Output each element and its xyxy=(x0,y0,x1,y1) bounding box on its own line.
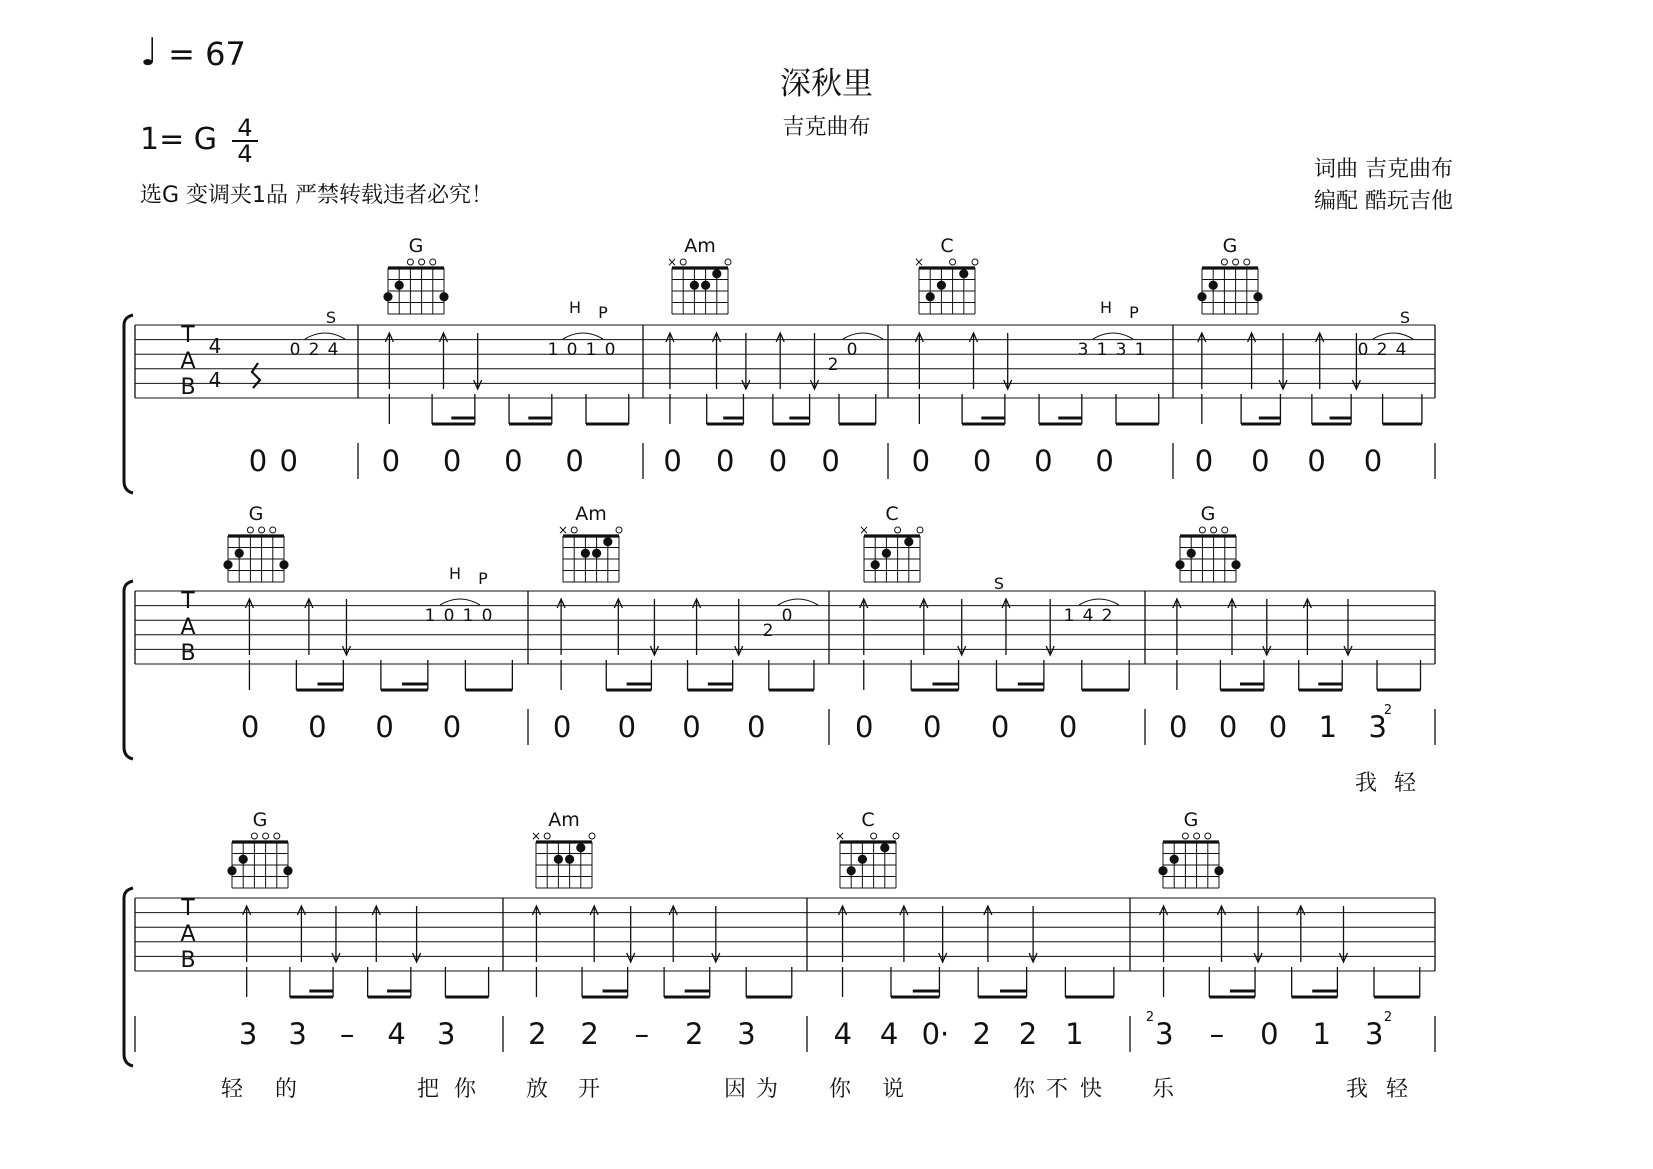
muted-string-marker: × xyxy=(834,829,846,843)
tab-letter: B xyxy=(180,375,196,400)
strum-up-arrow xyxy=(1228,599,1236,655)
notation-digit: 0 xyxy=(381,444,401,478)
grace-note: 2 xyxy=(1383,703,1393,718)
chord-name: G xyxy=(1183,809,1199,831)
tab-fret-number: 1 xyxy=(1134,340,1146,360)
system-3 xyxy=(124,809,1435,1102)
notation-digit: 0 xyxy=(746,710,766,744)
finger-dot xyxy=(235,549,244,558)
tab-fret-number: 2 xyxy=(827,355,839,375)
notation-digit: 3 xyxy=(436,1017,456,1051)
finger-dot xyxy=(926,292,935,301)
strum-down-arrow xyxy=(939,906,947,962)
lyric-char: 说 xyxy=(881,1077,905,1102)
finger-dot xyxy=(565,855,574,864)
strum-up-arrow xyxy=(532,906,540,962)
strum-up-arrow xyxy=(915,333,923,389)
strum-up-arrow xyxy=(297,906,305,962)
chord-diagram xyxy=(227,809,292,888)
notation-digit: 0 xyxy=(240,710,260,744)
strum-up-arrow xyxy=(440,333,448,389)
tab-letter: B xyxy=(180,948,196,973)
finger-dot xyxy=(959,269,968,278)
strum-up-arrow xyxy=(557,599,565,655)
chord-diagram xyxy=(558,503,622,582)
hammer-mark: H xyxy=(568,298,582,317)
notation-digit: 0 xyxy=(682,710,701,744)
lyric-char: 你 xyxy=(1012,1077,1036,1102)
finger-dot xyxy=(554,855,563,864)
notation-digit: – xyxy=(1209,1017,1225,1051)
notation-digit: 3 xyxy=(238,1017,258,1051)
notation-digit: 0 xyxy=(1034,444,1053,478)
notation-digit: 0 xyxy=(617,710,637,744)
pull-mark: P xyxy=(1129,303,1139,322)
notation-digit: 3 xyxy=(288,1017,307,1051)
strum-up-arrow xyxy=(669,906,677,962)
notation-digit: 0 xyxy=(911,444,931,478)
finger-dot xyxy=(858,855,867,864)
tab-fret-number: 0 xyxy=(566,340,578,360)
strum-up-arrow xyxy=(305,599,313,655)
finger-dot xyxy=(1209,281,1218,290)
open-string-marker xyxy=(725,259,731,265)
grace-note: 2 xyxy=(1145,1010,1155,1025)
strum-down-arrow xyxy=(1046,599,1054,655)
notation-digit: 0 xyxy=(922,710,942,744)
strum-up-arrow xyxy=(693,599,701,655)
muted-string-marker: × xyxy=(913,255,925,269)
finger-dot xyxy=(880,843,889,852)
notation-digit: 0 xyxy=(1168,710,1188,744)
notation-digit: 0 xyxy=(768,444,788,478)
lyric-char: 快 xyxy=(1079,1077,1103,1102)
chord-diagram xyxy=(835,809,899,888)
chord-diagram xyxy=(1158,809,1223,888)
notation-digit: 0 xyxy=(565,444,584,478)
tab-fret-number: 0 xyxy=(846,340,858,360)
notation-digit: 0 xyxy=(1095,444,1114,478)
open-string-marker xyxy=(1244,259,1250,265)
finger-dot xyxy=(1197,292,1206,301)
slide-mark: S xyxy=(325,308,337,327)
chord-name: G xyxy=(252,809,268,831)
open-string-marker xyxy=(1211,527,1217,533)
lyric-char: 轻 xyxy=(1393,771,1417,796)
chord-name: Am xyxy=(575,503,607,525)
tie-arc xyxy=(1373,333,1413,339)
finger-dot xyxy=(701,281,710,290)
notation-digit: 0 xyxy=(1251,444,1270,478)
notation-digit: 0 xyxy=(1268,710,1288,744)
tab-fret-number: 0 xyxy=(481,606,493,626)
notation-digit: 0 xyxy=(663,444,682,478)
notation-digit: 3 xyxy=(1368,710,1387,744)
open-string-marker xyxy=(1205,833,1211,839)
tab-fret-number: 4 xyxy=(327,340,339,360)
hammer-mark: H xyxy=(448,564,462,583)
tie-arc xyxy=(305,333,345,339)
strum-up-arrow xyxy=(245,599,253,655)
tab-fret-number: 1 xyxy=(462,606,474,626)
strum-down-arrow xyxy=(811,333,819,389)
notation-digit: 0 xyxy=(552,710,572,744)
chord-name: C xyxy=(861,809,875,831)
finger-dot xyxy=(581,549,590,558)
chord-name: G xyxy=(1222,235,1238,257)
lyric-char: 把 xyxy=(416,1077,440,1102)
strum-up-arrow xyxy=(1218,906,1226,962)
notation-digit: 0 xyxy=(248,444,268,478)
open-string-marker xyxy=(589,833,595,839)
finger-dot xyxy=(904,537,913,546)
capo-note: 选G 变调夹1品 严禁转载违者必究！ xyxy=(140,183,494,208)
tab-letter: T xyxy=(181,896,195,921)
finger-dot xyxy=(1170,855,1179,864)
tie-arc xyxy=(563,333,603,339)
tab-fret-number: 1 xyxy=(1063,606,1075,626)
system-bracket xyxy=(124,315,133,493)
strum-down-arrow xyxy=(627,906,635,962)
tab-fret-number: 4 xyxy=(1082,606,1094,626)
notation-digit: 0 xyxy=(821,444,840,478)
tab-fret-number: 2 xyxy=(762,621,774,641)
open-string-marker xyxy=(895,527,901,533)
open-string-marker xyxy=(419,259,425,265)
tab-fret-number: 0 xyxy=(781,606,793,626)
tab-fret-number: 2 xyxy=(1101,606,1113,626)
system-bracket xyxy=(124,888,133,1066)
strum-down-arrow xyxy=(742,333,750,389)
lyric-char: 放 xyxy=(525,1077,549,1102)
lyric-char: 我 xyxy=(1345,1077,1369,1102)
finger-dot xyxy=(1158,866,1167,875)
open-string-marker xyxy=(407,259,413,265)
notation-digit: 0 xyxy=(1307,444,1326,478)
notation-digit: 0 xyxy=(442,444,462,478)
tab-letter: T xyxy=(181,589,195,614)
notation-digit: 0· xyxy=(921,1017,950,1051)
finger-dot xyxy=(592,549,601,558)
tie-arc xyxy=(843,333,883,339)
strum-up-arrow xyxy=(900,906,908,962)
tab-letter: A xyxy=(180,615,196,640)
finger-dot xyxy=(603,537,612,546)
notation-digit: 3 xyxy=(1155,1017,1174,1051)
finger-dot xyxy=(1253,292,1262,301)
strum-down-arrow xyxy=(1344,599,1352,655)
open-string-marker xyxy=(1222,527,1228,533)
chord-diagram xyxy=(223,503,288,582)
lyric-char: 乐 xyxy=(1151,1077,1175,1102)
slide-mark: S xyxy=(1399,308,1411,327)
tie-arc xyxy=(1093,333,1133,339)
chord-diagram xyxy=(1175,503,1240,582)
strum-up-arrow xyxy=(920,599,928,655)
strum-down-arrow xyxy=(958,599,966,655)
tab-fret-number: 4 xyxy=(1395,340,1407,360)
notation-digit: 0 xyxy=(990,710,1010,744)
chord-diagram xyxy=(914,235,978,314)
chord-diagram xyxy=(531,809,595,888)
finger-dot xyxy=(847,866,856,875)
open-string-marker xyxy=(1221,259,1227,265)
tie-arc xyxy=(1079,599,1119,605)
finger-dot xyxy=(576,843,585,852)
chord-name: Am xyxy=(548,809,580,831)
tab-fret-number: 0 xyxy=(604,340,616,360)
open-string-marker xyxy=(263,833,269,839)
strum-up-arrow xyxy=(1316,333,1324,389)
tab-fret-number: 1 xyxy=(1096,340,1108,360)
notation-digit: 3 xyxy=(1365,1017,1384,1051)
tab-fret-number: 1 xyxy=(547,340,559,360)
strum-down-arrow xyxy=(1340,906,1348,962)
open-string-marker xyxy=(251,833,257,839)
notation-digit: 4 xyxy=(833,1017,853,1051)
muted-string-marker: × xyxy=(666,255,678,269)
strum-down-arrow xyxy=(1263,599,1271,655)
finger-dot xyxy=(871,560,880,569)
lyric-char: 的 xyxy=(274,1077,298,1102)
tab-letter: A xyxy=(180,922,196,947)
finger-dot xyxy=(283,866,292,875)
system-1 xyxy=(124,235,1435,493)
strum-down-arrow xyxy=(712,906,720,962)
open-string-marker xyxy=(893,833,899,839)
strum-down-arrow xyxy=(1254,906,1262,962)
open-string-marker xyxy=(247,527,253,533)
tab-fret-number: 3 xyxy=(1077,340,1089,360)
finger-dot xyxy=(383,292,392,301)
rest-symbol xyxy=(252,363,260,388)
strum-up-arrow xyxy=(860,599,868,655)
strum-down-arrow xyxy=(1029,906,1037,962)
strum-up-arrow xyxy=(1160,906,1168,962)
finger-dot xyxy=(227,866,236,875)
pull-mark: P xyxy=(598,303,608,322)
strum-up-arrow xyxy=(614,599,622,655)
tab-fret-number: 0 xyxy=(443,606,455,626)
strum-up-arrow xyxy=(1303,599,1311,655)
tab-time-top: 4 xyxy=(208,334,222,358)
open-string-marker xyxy=(871,833,877,839)
lyric-char: 为 xyxy=(755,1077,779,1102)
chord-name: C xyxy=(940,235,954,257)
chord-diagram xyxy=(667,235,731,314)
finger-dot xyxy=(239,855,248,864)
notation-digit: 4 xyxy=(387,1017,406,1051)
strum-up-arrow xyxy=(1248,333,1256,389)
open-string-marker xyxy=(430,259,436,265)
open-string-marker xyxy=(1233,259,1239,265)
notation-digit: 3 xyxy=(737,1017,756,1051)
finger-dot xyxy=(223,560,232,569)
finger-dot xyxy=(937,281,946,290)
notation-digit: 0 xyxy=(1194,444,1214,478)
notation-digit: 2 xyxy=(1018,1017,1038,1051)
open-string-marker xyxy=(270,527,276,533)
page-title: 深秋里 xyxy=(780,66,873,102)
strum-up-arrow xyxy=(839,906,847,962)
page-subtitle: 吉克曲布 xyxy=(782,115,871,140)
tie-arc xyxy=(778,599,818,605)
strum-down-arrow xyxy=(650,599,658,655)
finger-dot xyxy=(1187,549,1196,558)
tab-fret-number: 1 xyxy=(585,340,597,360)
strum-down-arrow xyxy=(332,906,340,962)
notation-digit: 1 xyxy=(1065,1017,1084,1051)
lyric-char: 轻 xyxy=(220,1077,244,1102)
strum-up-arrow xyxy=(1198,333,1206,389)
strum-up-arrow xyxy=(385,333,393,389)
strum-up-arrow xyxy=(970,333,978,389)
notation-digit: 2 xyxy=(972,1017,991,1051)
open-string-marker xyxy=(972,259,978,265)
finger-dot xyxy=(882,549,891,558)
open-string-marker xyxy=(1182,833,1188,839)
tab-letter: A xyxy=(180,349,196,374)
notation-digit: 0 xyxy=(279,444,298,478)
notation-digit: 4 xyxy=(879,1017,899,1051)
open-string-marker xyxy=(917,527,923,533)
hammer-mark: H xyxy=(1099,298,1113,317)
notation-digit: 0 xyxy=(855,710,874,744)
notation-digit: 0 xyxy=(504,444,523,478)
chord-diagram xyxy=(383,235,448,314)
finger-dot xyxy=(439,292,448,301)
notation-digit: 0 xyxy=(375,710,394,744)
open-string-marker xyxy=(616,527,622,533)
chord-diagram xyxy=(1197,235,1262,314)
strum-up-arrow xyxy=(776,333,784,389)
lyric-char: 轻 xyxy=(1385,1077,1409,1102)
chord-name: G xyxy=(1200,503,1216,525)
open-string-marker xyxy=(571,527,577,533)
open-string-marker xyxy=(544,833,550,839)
strum-up-arrow xyxy=(984,906,992,962)
notation-digit: 2 xyxy=(528,1017,547,1051)
lyric-char: 你 xyxy=(828,1077,852,1102)
strum-down-arrow xyxy=(1279,333,1287,389)
lyric-char: 因 xyxy=(723,1077,747,1102)
strum-up-arrow xyxy=(1297,906,1305,962)
notation-digit: 0 xyxy=(1363,444,1383,478)
strum-up-arrow xyxy=(1173,599,1181,655)
finger-dot xyxy=(712,269,721,278)
strum-down-arrow xyxy=(1004,333,1012,389)
notation-digit: 1 xyxy=(1312,1017,1332,1051)
chord-name: G xyxy=(408,235,424,257)
finger-dot xyxy=(395,281,404,290)
open-string-marker xyxy=(274,833,280,839)
strum-up-arrow xyxy=(1002,599,1010,655)
muted-string-marker: × xyxy=(530,829,542,843)
notation-digit: 0 xyxy=(972,444,992,478)
strum-down-arrow xyxy=(342,599,350,655)
tab-fret-number: 3 xyxy=(1115,340,1127,360)
notation-digit: – xyxy=(339,1017,355,1051)
tab-fret-number: 2 xyxy=(1376,340,1388,360)
tab-fret-number: 0 xyxy=(1357,340,1369,360)
key-signature: 1= G xyxy=(140,122,218,157)
tab-fret-number: 0 xyxy=(289,340,301,360)
open-string-marker xyxy=(1194,833,1200,839)
chord-diagram xyxy=(859,503,923,582)
notation-digit: – xyxy=(634,1017,650,1051)
strum-up-arrow xyxy=(666,333,674,389)
finger-dot xyxy=(1214,866,1223,875)
notation-digit: 2 xyxy=(580,1017,599,1051)
notation-digit: 0 xyxy=(442,710,462,744)
tab-time-bottom: 4 xyxy=(208,368,222,392)
credit-arrangement: 编配 酷玩吉他 xyxy=(1314,189,1453,214)
notation-digit: 1 xyxy=(1318,710,1338,744)
time-signature-bottom: 4 xyxy=(237,140,253,168)
system-2 xyxy=(124,503,1435,796)
notation-digit: 0 xyxy=(1260,1017,1279,1051)
strum-up-arrow xyxy=(243,906,251,962)
quarter-note-icon: ♩ xyxy=(140,30,158,74)
tab-letter: B xyxy=(180,641,196,666)
notation-digit: 0 xyxy=(1218,710,1238,744)
strum-down-arrow xyxy=(413,906,421,962)
system-bracket xyxy=(124,581,133,759)
muted-string-marker: × xyxy=(557,523,569,537)
strum-up-arrow xyxy=(590,906,598,962)
strum-up-arrow xyxy=(713,333,721,389)
open-string-marker xyxy=(1199,527,1205,533)
notation-digit: 0 xyxy=(1058,710,1078,744)
tie-arc xyxy=(440,599,480,605)
notation-digit: 2 xyxy=(684,1017,704,1051)
tab-fret-number: 1 xyxy=(424,606,436,626)
muted-string-marker: × xyxy=(858,523,870,537)
open-string-marker xyxy=(680,259,686,265)
lyric-char: 不 xyxy=(1045,1077,1069,1102)
grace-note: 2 xyxy=(1383,1010,1393,1025)
chord-name: Am xyxy=(684,235,716,257)
lyric-char: 我 xyxy=(1354,771,1378,796)
finger-dot xyxy=(279,560,288,569)
notation-digit: 0 xyxy=(308,710,327,744)
strum-down-arrow xyxy=(474,333,482,389)
lyric-char: 开 xyxy=(577,1077,601,1102)
tab-letter: T xyxy=(181,323,195,348)
chord-name: G xyxy=(248,503,264,525)
pull-mark: P xyxy=(478,569,488,588)
tempo-value: = 67 xyxy=(168,35,246,73)
strum-up-arrow xyxy=(372,906,380,962)
time-signature-top: 4 xyxy=(237,114,253,142)
finger-dot xyxy=(690,281,699,290)
slide-mark: S xyxy=(993,574,1005,593)
tab-fret-number: 2 xyxy=(308,340,320,360)
notation-digit: 0 xyxy=(716,444,735,478)
credit-lyrics-music: 词曲 吉克曲布 xyxy=(1314,157,1453,182)
finger-dot xyxy=(1175,560,1184,569)
finger-dot xyxy=(1231,560,1240,569)
lyric-char: 你 xyxy=(453,1077,477,1102)
chord-name: C xyxy=(885,503,899,525)
open-string-marker xyxy=(259,527,265,533)
strum-down-arrow xyxy=(735,599,743,655)
open-string-marker xyxy=(950,259,956,265)
